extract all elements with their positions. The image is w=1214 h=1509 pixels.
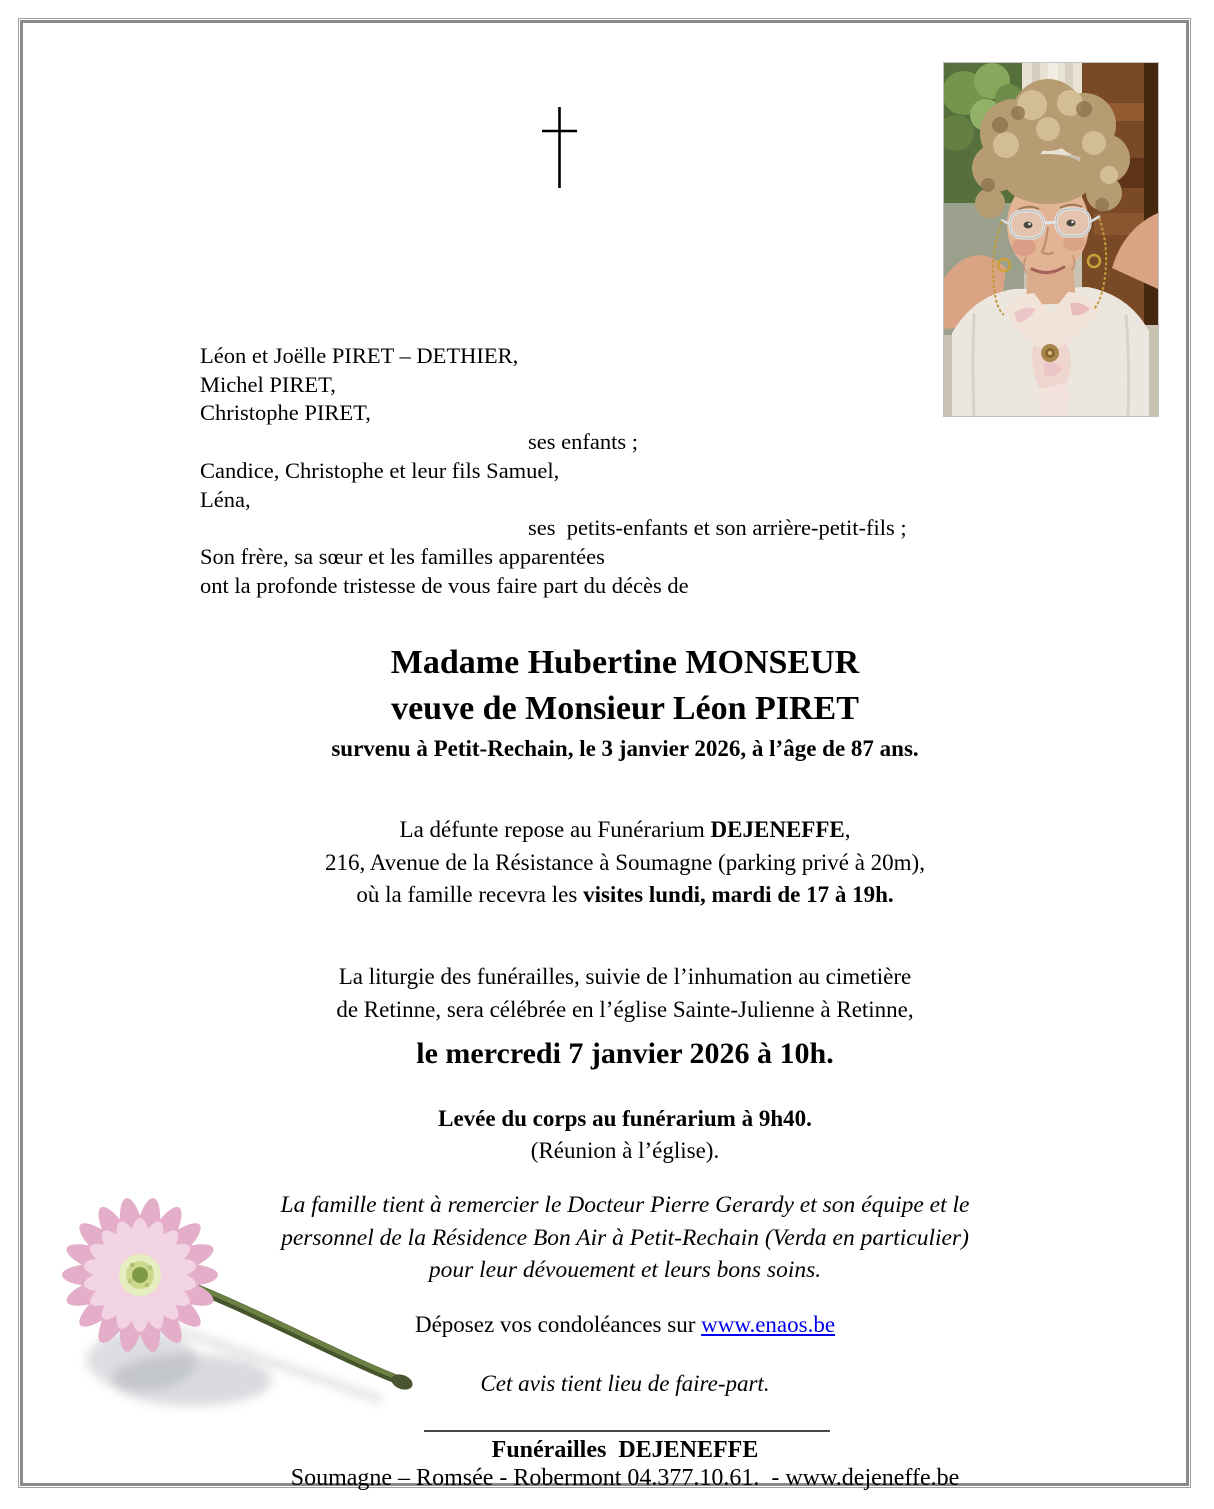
repose-block — [200, 814, 1050, 912]
repose-line-1 — [200, 814, 1050, 847]
flower-image — [22, 1175, 437, 1440]
enaos-link[interactable]: www.enaos.be — [701, 1312, 836, 1337]
thanks-line-3: pour leur dévouement et leurs bons soins. — [428, 1257, 822, 1283]
thanks-line-2: personnel de la Résidence Bon Air à Petit-Rechain (Verda en particulier) — [281, 1224, 969, 1251]
funeral-home-name: Funérailles DEJENEFFE — [491, 1437, 759, 1463]
family-line-grandchildren: ses petits-enfants et son arrière-petit-fils ; — [528, 515, 907, 541]
visit-text: où la famille recevra les — [356, 882, 584, 908]
ceremony-date: le mercredi 7 janvier 2026 à 10h. — [416, 1037, 834, 1070]
family-announcement — [200, 342, 1100, 600]
faire-part-notice: Cet avis tient lieu de faire-part. — [480, 1371, 770, 1396]
family-line-children: ses enfants ; — [528, 429, 638, 455]
family-line: Christophe PIRET, — [200, 400, 371, 426]
repose-text: , — [844, 817, 851, 842]
family-line: ont la profonde tristesse de vous faire part du décès de — [200, 572, 689, 598]
deceased-name: Madame Hubertine MONSEUR — [390, 644, 860, 681]
levee-block — [200, 1103, 1050, 1166]
visit-hours-bold: visites lundi, mardi de 17 à 19h. — [583, 882, 894, 908]
family-line: Son frère, sa sœur et les familles apparentées — [200, 543, 605, 569]
repose-address: 216, Avenue de la Résistance à Soumagne (parking privé à 20m), — [325, 849, 925, 875]
liturgy-line-2: de Retinne, sera célébrée en l’église Sainte-Julienne à Retinne, — [336, 997, 914, 1022]
deceased-block — [200, 640, 1050, 764]
levee-line: Levée du corps au funérarium à 9h40. — [438, 1106, 812, 1131]
visit-hours — [200, 879, 1050, 912]
condolence-text: Déposez vos condoléances sur — [414, 1312, 702, 1337]
liturgy-block — [200, 960, 1050, 1026]
repose-text: La défunte repose au Funérarium — [399, 817, 711, 842]
funerarium-name: DEJENEFFE — [710, 817, 845, 842]
death-info: survenu à Petit-Rechain, le 3 janvier 2026, à l’âge de 87 ans. — [331, 736, 919, 761]
deceased-widow-line: veuve de Monsieur Léon PIRET — [391, 690, 859, 727]
thanks-line-1: La famille tient à remercier le Docteur Pierre Gerardy et son équipe et le — [280, 1192, 970, 1218]
liturgy-line-1: La liturgie des funérailles, suivie de l’inhumation au cimetière — [338, 964, 912, 989]
levee-sub-line: (Réunion à l’église). — [530, 1137, 720, 1163]
funeral-home-address: Soumagne – Romsée - Robermont 04.377.10.61. - www.dejeneffe.be — [290, 1465, 960, 1491]
footer-divider — [424, 1430, 830, 1432]
family-line: Léon et Joëlle PIRET – DETHIER, — [200, 343, 519, 368]
family-line: Candice, Christophe et leur fils Samuel, — [200, 457, 560, 483]
cross-icon — [538, 104, 582, 192]
family-line: Léna, — [200, 486, 251, 512]
family-line: Michel PIRET, — [200, 371, 336, 397]
